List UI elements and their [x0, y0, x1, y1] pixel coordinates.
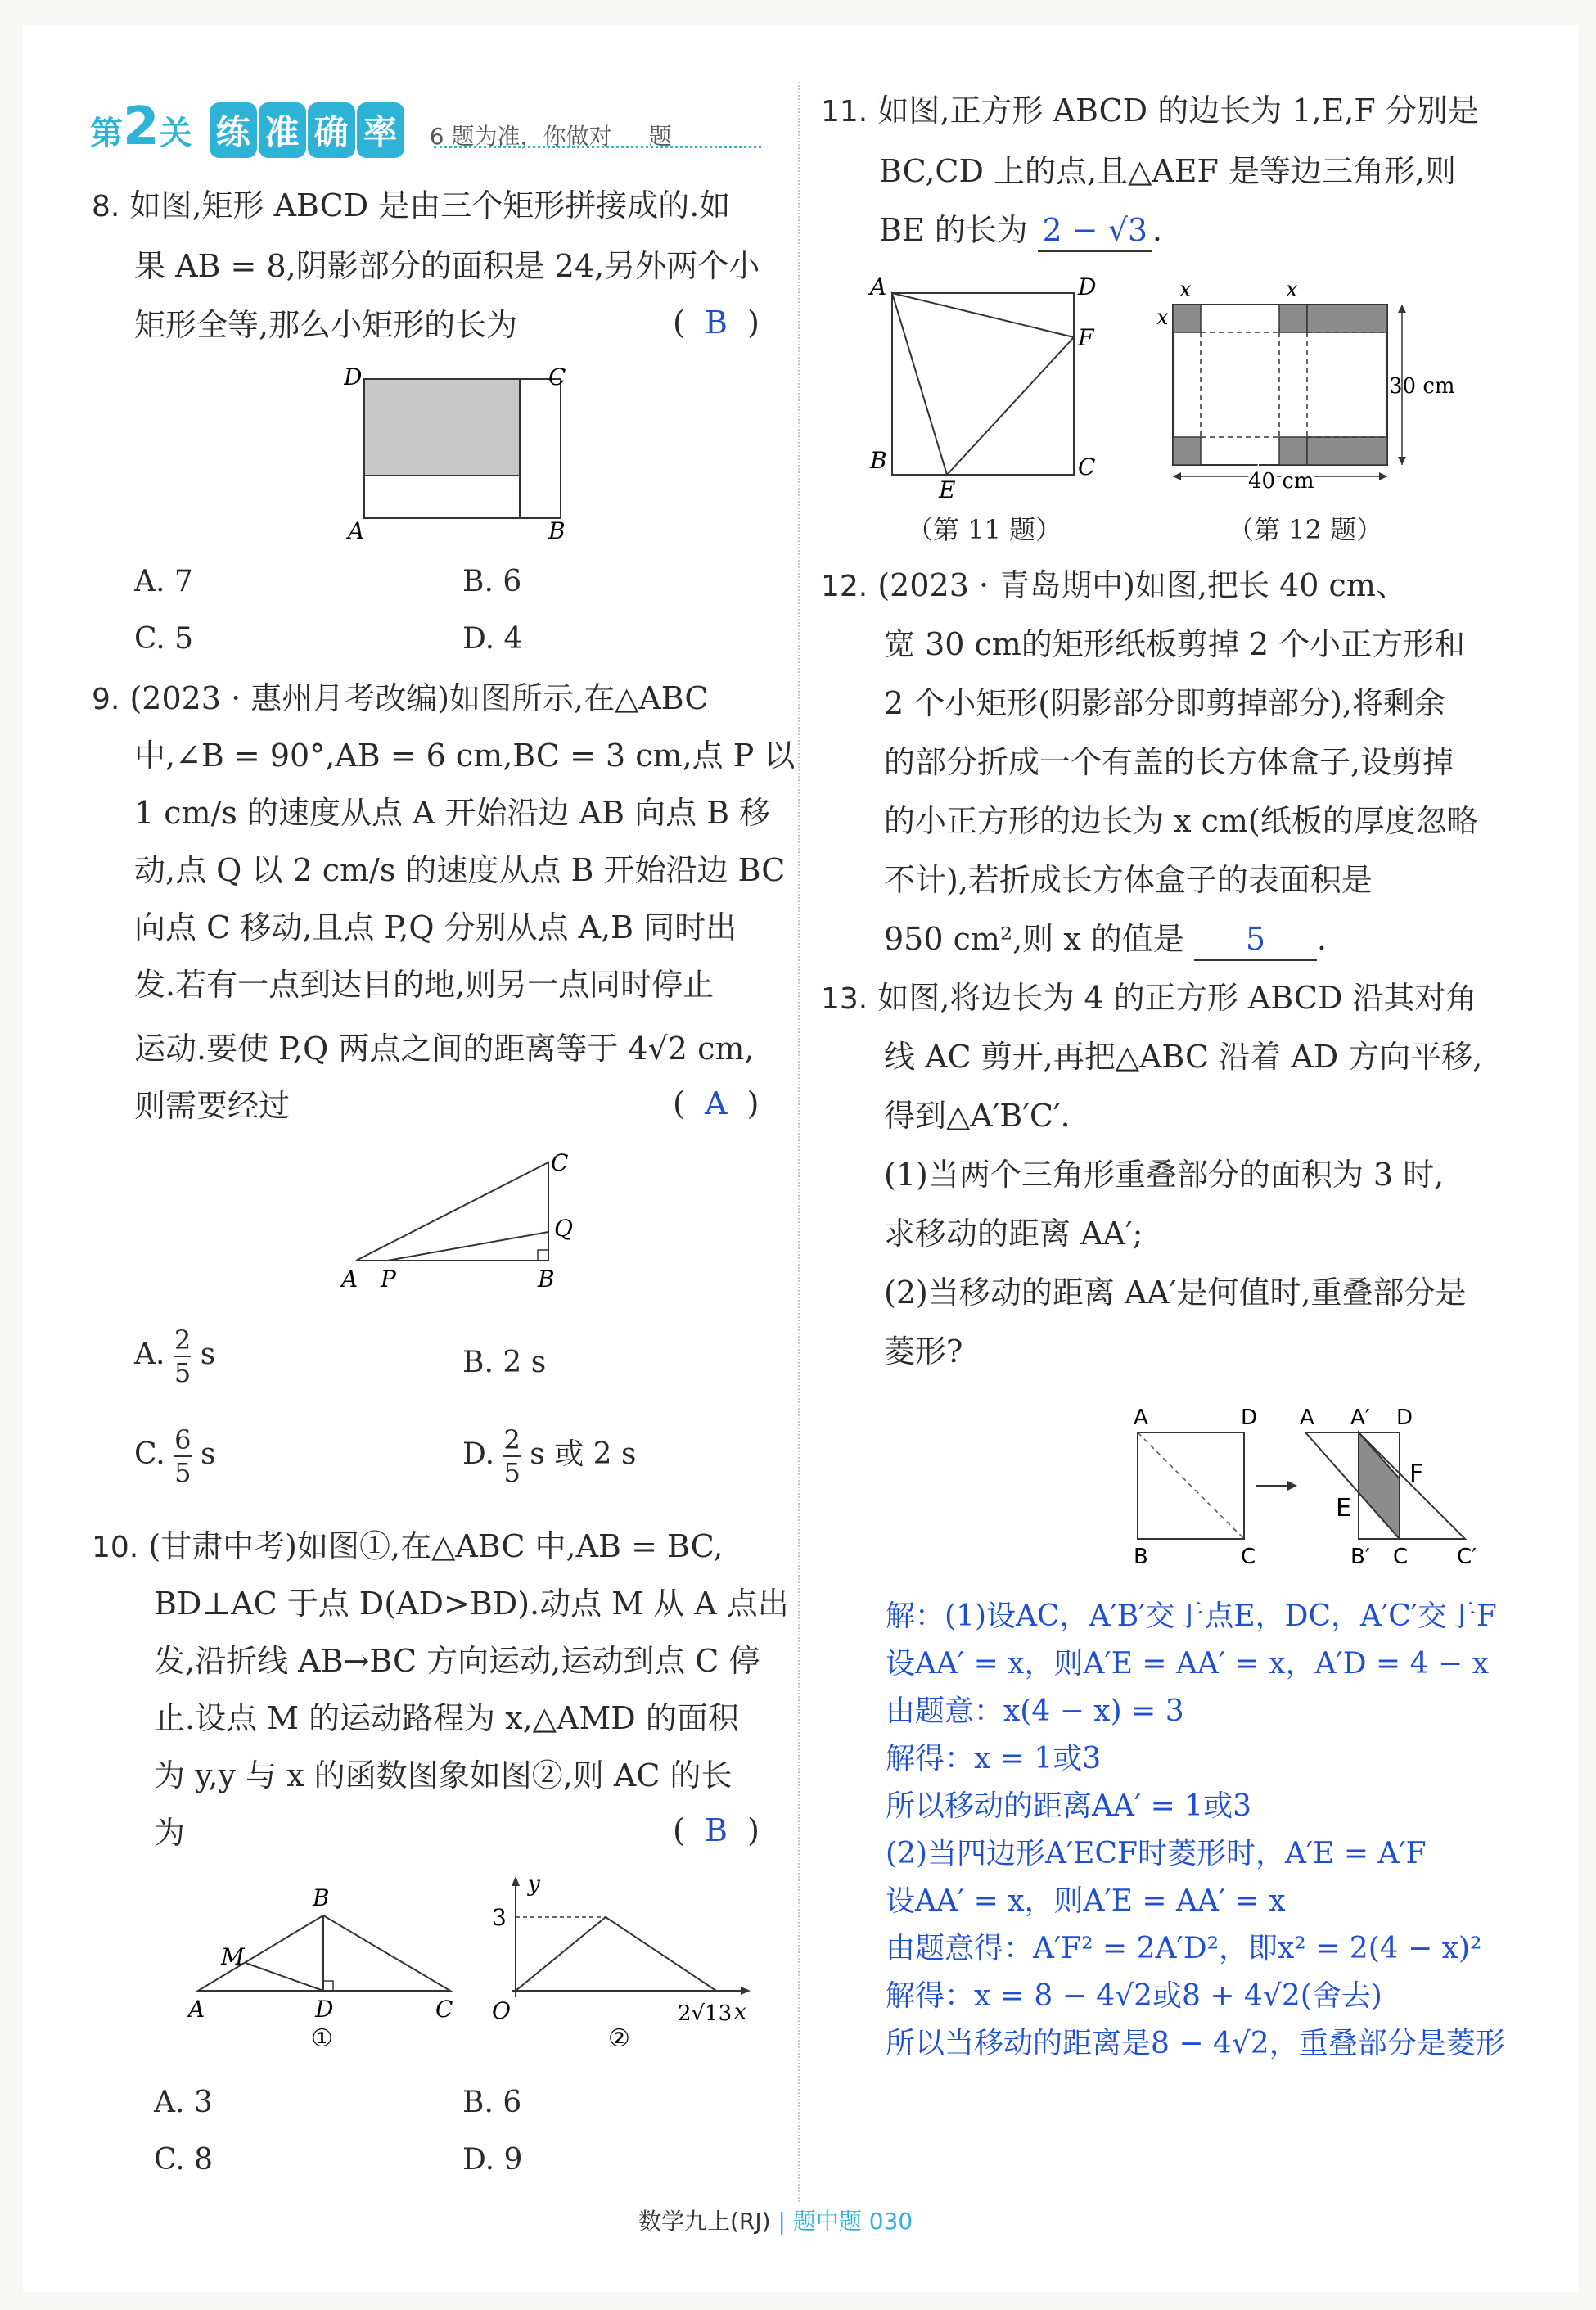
q9-label-q: Q	[554, 1215, 573, 1242]
q12-caption: （第 12 题）	[1228, 514, 1383, 545]
q13-solution-line: 由题意：x(4 − x) = 3	[886, 1694, 1184, 1728]
q9-segment-pq	[387, 1232, 548, 1261]
q9-line: 1 cm/s 的速度从点 A 开始沿边 AB 向点 B 移	[134, 795, 771, 831]
q10-answer: B	[704, 1812, 728, 1848]
footer-section: 题中题	[792, 2208, 862, 2235]
q9-triangle-abc	[356, 1162, 548, 1261]
q12-cut-square	[1173, 305, 1201, 332]
q10-line: 为 y,y 与 x 的函数图象如图②,则 AC 的长	[154, 1757, 733, 1793]
q9-option-a: A. $\frac{2}{5}$ s	[134, 1324, 216, 1388]
q10-figure-2	[479, 1875, 757, 2046]
q9-option-d-fraction: $\frac{2}{5}$	[503, 1424, 521, 1488]
q12-cut-rect	[1307, 437, 1387, 465]
q10-number: 10.	[92, 1531, 139, 1564]
q10-label-b: B	[313, 1884, 330, 1911]
q12-number: 12.	[821, 570, 868, 603]
q8-option-d: D. 4	[462, 622, 523, 656]
q13-line: 得到△A′B′C′.	[884, 1098, 1071, 1134]
tag-char: 确	[308, 102, 355, 158]
q11-label-a: A	[870, 273, 887, 300]
q13-line: (2)当移动的距离 AA′是何值时,重叠部分是	[884, 1275, 1467, 1311]
q8-label-d: D	[344, 367, 363, 390]
q10-option-d: D. 9	[462, 2143, 523, 2177]
q13-solution-line: 所以当移动的距离是8 − 4√2，重叠部分是菱形	[886, 2027, 1505, 2060]
q13-label-a: A	[1134, 1405, 1148, 1430]
q9-line: 运动.要使 P,Q 两点之间的距离等于 4√2 cm,	[134, 1031, 755, 1067]
q10-label-origin: O	[492, 1997, 511, 2024]
q13-label-c: C	[1241, 1545, 1256, 1569]
q9-number: 9.	[92, 683, 120, 716]
q10-line: BD⊥AC 于点 D(AD>BD).动点 M 从 A 点出	[154, 1586, 789, 1622]
q8-option-b: B. 6	[462, 565, 522, 598]
q10-option-b: B. 6	[462, 2086, 522, 2119]
q10-line: 止.设点 M 的运动路程为 x,△AMD 的面积	[154, 1700, 739, 1736]
q12-dim-arrow	[1398, 457, 1406, 465]
q10-x-arrow	[741, 1987, 751, 1995]
q12-line: 宽 30 cm的矩形纸板剪掉 2 个小正方形和	[884, 626, 1466, 662]
q12-line: 950 cm²,则 x 的值是 5 .	[884, 918, 1327, 961]
q9-line: 向点 C 移动,且点 P,Q 分别从点 A,B 同时出	[134, 909, 737, 945]
q8-shaded-rect	[364, 379, 520, 476]
q12-label-width: 40 cm	[1248, 469, 1314, 494]
q10-line: 10. (甘肃中考)如图①,在△ABC 中,AB = BC,	[92, 1528, 724, 1564]
q8-label-b: B	[548, 517, 566, 544]
q9-option-b: B. 2 s	[462, 1346, 547, 1379]
q11-answer: 2 − √3	[1038, 210, 1152, 252]
tag-char: 准	[259, 102, 306, 158]
q13-solution-line: 解得：x = 1或3	[886, 1742, 1102, 1775]
q9-line: 发.若有一点到达目的地,则另一点同时停止	[134, 967, 715, 1003]
q12-dim-arrow	[1398, 305, 1406, 313]
column-divider	[798, 82, 800, 2202]
q13-solution-line: 解得：x = 8 − 4√2或8 + 4√2(舍去)	[886, 1979, 1382, 2013]
q9-option-d: D. $\frac{2}{5}$ s 或 2 s	[462, 1424, 637, 1488]
header-subtitle-end: 题	[648, 123, 672, 150]
tag-char: 率	[357, 102, 404, 158]
q12-answer: 5	[1194, 918, 1317, 961]
q11-caption: （第 11 题）	[907, 514, 1062, 545]
tag-char: 练	[210, 102, 257, 158]
q12-figure	[1142, 270, 1469, 499]
q10-label-m: M	[221, 1943, 245, 1970]
q8-line: 矩形全等,那么小矩形的长为	[134, 307, 518, 343]
q13-solution-line: 设AA′ = x，则A′E = AA′ = x，A′D = 4 − x	[886, 1647, 1489, 1681]
q10-graph-line	[516, 1917, 716, 1991]
q13-line: 求移动的距离 AA′;	[884, 1216, 1143, 1252]
q10-answer-bracket: ( B )	[673, 1812, 760, 1848]
q9-option-c: C. $\frac{6}{5}$ s	[134, 1424, 216, 1488]
q8-option-c: C. 5	[134, 622, 194, 656]
footer-page: 030	[868, 2208, 913, 2235]
q11-number: 11.	[821, 95, 868, 129]
q9-answer-bracket: ( A )	[673, 1085, 760, 1121]
q13-label-a-prime: A′	[1350, 1405, 1370, 1430]
q12-line: 2 个小矩形(阴影部分即剪掉部分),将剩余	[884, 685, 1445, 721]
q13-label-b: B	[1134, 1545, 1148, 1569]
q12-line: 12. (2023 · 青岛期中)如图,把长 40 cm、	[821, 567, 1407, 603]
q13-label-c2: C	[1393, 1545, 1409, 1569]
q13-line: (1)当两个三角形重叠部分的面积为 3 时,	[884, 1157, 1445, 1193]
q11-figure	[863, 270, 1109, 499]
q13-label-b-prime: B′	[1350, 1545, 1370, 1569]
header-dotted-rule	[434, 146, 761, 148]
q13-label-d: D	[1241, 1405, 1258, 1430]
q9-line: 动,点 Q 以 2 cm/s 的速度从点 B 开始沿边 BC	[134, 852, 786, 888]
q13-line: 菱形?	[884, 1333, 963, 1369]
q8-line: 果 AB = 8,阴影部分的面积是 24,另外两个小	[134, 248, 760, 284]
q10-segment-md	[246, 1963, 323, 1991]
q13-line: 13. 如图,将边长为 4 的正方形 ABCD 沿其对角	[821, 980, 1477, 1016]
q11-label-f: F	[1078, 324, 1094, 351]
q10-label-a: A	[188, 1996, 205, 2023]
q12-cut-square	[1279, 305, 1307, 332]
q9-label-p: P	[381, 1266, 396, 1293]
q10-right-angle-mark	[323, 1981, 333, 1991]
q13-line: 线 AC 剪开,再把△ABC 沿着 AD 方向平移,	[884, 1039, 1483, 1075]
q10-y-arrow	[512, 1876, 520, 1886]
q13-number: 13.	[821, 982, 868, 1016]
level-number: 2	[123, 97, 160, 157]
footer-book: 数学九上(RJ)	[638, 2208, 771, 2235]
q11-label-b: B	[870, 447, 887, 474]
q13-overlap-region	[1359, 1432, 1400, 1539]
q13-solution-line: 所以移动的距离AA′ = 1或3	[886, 1789, 1252, 1823]
q8-line: 8. 如图,矩形 ABCD 是由三个矩形拼接成的.如	[92, 187, 731, 223]
q10-option-a: A. 3	[154, 2086, 213, 2119]
q13-label-c-prime: C′	[1457, 1545, 1477, 1569]
q9-line: 中,∠B = 90°,AB = 6 cm,BC = 3 cm,点 P 以	[134, 738, 796, 774]
q9-option-a-fraction: $\frac{2}{5}$	[174, 1324, 192, 1388]
q12-dim-arrow	[1379, 472, 1387, 480]
q8-number: 8.	[92, 190, 120, 223]
footer	[638, 2204, 913, 2236]
q11-label-c: C	[1078, 453, 1096, 480]
q13-label-e: E	[1336, 1494, 1351, 1523]
q13-solution-line: (2)当四边形A′ECF时菱形时，A′E = A′F	[886, 1837, 1427, 1870]
q12-label-x: x	[1286, 277, 1298, 302]
q13-solution-line: 解：(1)设AC，A′B′交于点E，DC，A′C′交于F	[886, 1599, 1497, 1633]
q10-line: 为	[154, 1815, 186, 1851]
q9-line: 则需要经过	[134, 1088, 291, 1124]
q11-line: BE 的长为 2 − √3 .	[879, 210, 1162, 252]
q13-diagonal-ac	[1138, 1432, 1244, 1539]
q8-answer-bracket: ( B )	[673, 305, 760, 341]
q8-label-a: A	[348, 517, 365, 544]
q12-cut-square	[1173, 437, 1201, 465]
q10-option-c: C. 8	[154, 2143, 214, 2177]
q13-label-d2: D	[1396, 1405, 1413, 1430]
q13-label-a2: A	[1300, 1405, 1314, 1430]
q12-line: 的小正方形的边长为 x cm(纸板的厚度忽略	[884, 803, 1478, 839]
q10-line: 发,沿折线 AB→BC 方向运动,运动到点 C 停	[154, 1643, 760, 1679]
q13-label-f: F	[1409, 1460, 1424, 1488]
q13-solution-line: 设AA′ = x，则A′E = AA′ = x	[886, 1884, 1286, 1918]
q10-label-y: y	[528, 1875, 540, 1897]
q8-answer: B	[704, 305, 728, 341]
q10-figure-1	[180, 1875, 458, 2046]
q9-line: 9. (2023 · 惠州月考改编)如图所示,在△ABC	[92, 680, 709, 716]
q13-solution-line: 由题意得：A′F² = 2A′D²，即x² = 2(4 − x)²	[886, 1932, 1482, 1965]
q9-label-a: A	[341, 1266, 358, 1293]
q13-arrow-head	[1287, 1481, 1297, 1491]
q9-right-angle-mark	[538, 1250, 548, 1261]
q8-figure	[344, 367, 573, 547]
q12-label-height: 30 cm	[1389, 374, 1455, 399]
q11-triangle-aef	[892, 293, 1074, 475]
q11-line: BC,CD 上的点,且△AEF 是等边三角形,则	[879, 153, 1457, 189]
q9-label-c: C	[551, 1149, 569, 1176]
q12-dim-arrow	[1173, 472, 1181, 480]
q10-label-d: D	[315, 1996, 334, 2023]
q10-label-three: 3	[492, 1904, 507, 1931]
q9-option-c-fraction: $\frac{6}{5}$	[174, 1424, 192, 1488]
footer-separator: |	[778, 2208, 793, 2235]
q12-cut-square	[1279, 437, 1307, 465]
q12-line: 不计),若折成长方体盒子的表面积是	[884, 862, 1373, 898]
header-subtitle: 6 题为准，你做对	[429, 123, 612, 150]
q11-label-d: D	[1078, 273, 1097, 300]
q10-label-c: C	[435, 1996, 453, 2023]
q13-figure	[1089, 1400, 1506, 1572]
q12-line: 的部分折成一个有盖的长方体盒子,设剪掉	[884, 744, 1454, 780]
q12-cut-rect	[1307, 305, 1387, 332]
q9-answer: A	[704, 1085, 728, 1121]
level-prefix: 第	[90, 115, 123, 152]
q10-label-xmax: 2√13	[678, 2001, 733, 2026]
level-suffix: 关	[159, 115, 192, 152]
q10-label-x: x	[734, 2000, 746, 2024]
q11-label-e: E	[939, 476, 956, 499]
q10-fig2-caption: ②	[608, 2024, 630, 2046]
q9-figure	[331, 1146, 593, 1302]
q12-label-x: x	[1156, 305, 1169, 330]
q11-line: 11. 如图,正方形 ABCD 的边长为 1,E,F 分别是	[821, 92, 1479, 129]
q10-fig1-caption: ①	[311, 2024, 333, 2046]
q9-label-b: B	[538, 1266, 555, 1293]
q12-label-x: x	[1179, 277, 1192, 302]
q8-label-c: C	[548, 367, 566, 390]
q8-option-a: A. 7	[134, 565, 193, 598]
